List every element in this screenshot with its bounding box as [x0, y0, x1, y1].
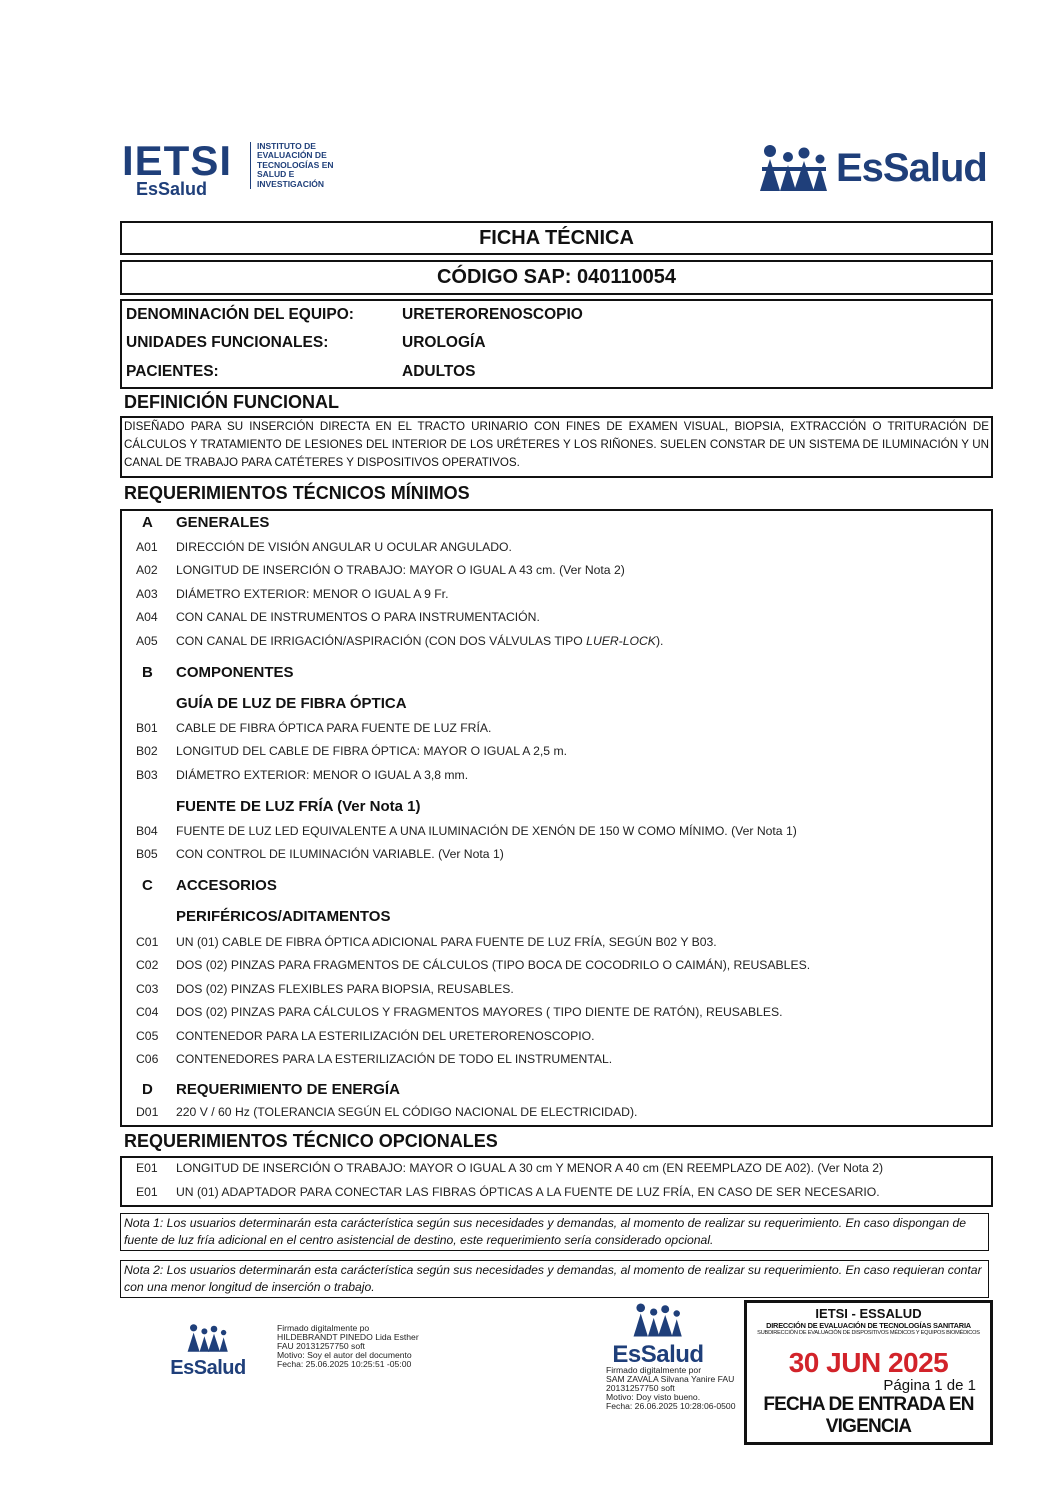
opt-code-1: E01: [136, 1161, 158, 1175]
req-text-a05: CON CANAL DE IRRIGACIÓN/ASPIRACIÓN (CON DOS VÁLVULAS TIPO LUER-LOCK).: [176, 634, 664, 648]
ietsi-logo-text: INSTITUTO DE EVALUACIÓN DE TECNOLOGÍAS EN SALUD E INVESTIGACIÓN: [250, 142, 347, 189]
req-code-d01: D01: [136, 1105, 159, 1119]
sap-code: CÓDIGO SAP: 040110054: [120, 260, 993, 295]
stamp-subdireccion: SUBDIRECCIÓN DE EVALUACIÓN DE DISPOSITIVOS MÉDICOS Y EQUIPOS BIOMÉDICOS: [757, 1330, 980, 1336]
group-title-energia: REQUERIMIENTO DE ENERGÍA: [176, 1081, 400, 1098]
req-text-b05: CON CONTROL DE ILUMINACIÓN VARIABLE. (Ver Nota 1): [176, 847, 504, 861]
opt-code-2: E01: [136, 1185, 158, 1199]
validity-stamp: [744, 1300, 993, 1445]
ietsi-logo: [122, 137, 334, 199]
opt-text-1: LONGITUD DE INSERCIÓN O TRABAJO: MAYOR O IGUAL A 30 cm Y MENOR A 40 cm (EN REEMPLAZO DE A02). (Ver Nota 2): [176, 1161, 884, 1175]
subgroup-guia-luz: GUÍA DE LUZ DE FIBRA ÓPTICA: [176, 695, 407, 712]
signature-logo-2-word: EsSalud: [612, 1341, 704, 1368]
group-title-generales: GENERALES: [176, 514, 270, 531]
req-code-c02: C02: [136, 958, 159, 972]
signature-logo-1: [168, 1323, 248, 1378]
req-text-b02: LONGITUD DEL CABLE DE FIBRA ÓPTICA: MAYOR O IGUAL A 2,5 m.: [176, 744, 567, 758]
essalud-logo: [758, 143, 987, 193]
id-value-pacientes: ADULTOS: [402, 363, 476, 380]
id-label-equipo: DENOMINACIÓN DEL EQUIPO:: [126, 306, 354, 323]
group-title-accesorios: ACCESORIOS: [176, 877, 277, 894]
subgroup-perifericos: PERIFÉRICOS/ADITAMENTOS: [176, 908, 391, 925]
req-text-a01: DIRECCIÓN DE VISIÓN ANGULAR U OCULAR ANGULADO.: [176, 540, 512, 554]
id-label-pacientes: PACIENTES:: [126, 363, 219, 380]
subgroup-fuente-luz: FUENTE DE LUZ FRÍA (Ver Nota 1): [176, 798, 421, 815]
req-code-c04: C04: [136, 1005, 159, 1019]
req-text-a02: LONGITUD DE INSERCIÓN O TRABAJO: MAYOR O IGUAL A 43 cm. (Ver Nota 2): [176, 563, 625, 577]
note-2: Nota 2: Los usuarios determinarán esta carácterística según sus necesidades y demandas, al momento de realizar su requerimiento. En caso requieran contar con una menor longitud de inserción o trabajo.: [120, 1260, 989, 1298]
id-value-unidades: UROLOGÍA: [402, 334, 486, 351]
req-code-c01: C01: [136, 935, 159, 949]
id-value-equipo: URETERORENOSCOPIO: [402, 306, 583, 323]
ietsi-logo-sub: EsSalud: [136, 179, 208, 199]
opcionales-box: [120, 1156, 993, 1207]
essalud-logo-word: EsSalud: [836, 145, 987, 190]
req-text-d01: 220 V / 60 Hz (TOLERANCIA SEGÚN EL CÓDIGO NACIONAL DE ELECTRICIDAD).: [176, 1105, 638, 1119]
family-icon: [758, 143, 830, 193]
req-text-b01: CABLE DE FIBRA ÓPTICA PARA FUENTE DE LUZ FRÍA.: [176, 721, 492, 735]
req-code-c05: C05: [136, 1029, 159, 1043]
req-code-a05: A05: [136, 634, 158, 648]
group-letter-a: A: [142, 514, 153, 531]
family-icon: [631, 1302, 685, 1338]
req-text-c05: CONTENEDOR PARA LA ESTERILIZACIÓN DEL URETERORENOSCOPIO.: [176, 1029, 595, 1043]
req-code-a03: A03: [136, 587, 158, 601]
stamp-footer: FECHA DE ENTRADA EN VIGENCIA: [763, 1394, 974, 1437]
section-requerimientos-title: REQUERIMIENTOS TÉCNICOS MÍNIMOS: [124, 483, 470, 503]
requerimientos-box: [120, 509, 993, 1127]
req-code-b02: B02: [136, 744, 158, 758]
req-text-a04: CON CANAL DE INSTRUMENTOS O PARA INSTRUMENTACIÓN.: [176, 610, 540, 624]
req-code-a04: A04: [136, 610, 158, 624]
req-code-a02: A02: [136, 563, 158, 577]
group-title-componentes: COMPONENTES: [176, 664, 294, 681]
req-text-b03: DIÁMETRO EXTERIOR: MENOR O IGUAL A 3,8 mm.: [176, 768, 469, 782]
req-text-c03: DOS (02) PINZAS FLEXIBLES PARA BIOPSIA, REUSABLES.: [176, 982, 514, 996]
opt-text-2: UN (01) ADAPTADOR PARA CONECTAR LAS FIBRAS ÓPTICAS A LA FUENTE DE LUZ FRÍA, EN CASO DE SER NECESARIO.: [176, 1185, 880, 1199]
req-code-b04: B04: [136, 824, 158, 838]
req-text-c04: DOS (02) PINZAS PARA CÁLCULOS Y FRAGMENTOS MAYORES ( TIPO DIENTE DE RATÓN), REUSABLES.: [176, 1005, 783, 1019]
req-code-b05: B05: [136, 847, 158, 861]
group-letter-c: C: [142, 877, 153, 894]
req-code-c03: C03: [136, 982, 159, 996]
group-letter-b: B: [142, 664, 153, 681]
section-definicion-title: DEFINICIÓN FUNCIONAL: [124, 392, 339, 412]
signature-1-text: Firmado digitalmente po HILDEBRANDT PINEDO Lida Esther FAU 20131257750 soft Motivo: Soy el autor del documento Fecha: 25.06.2025 10:25:51 -05:00: [277, 1323, 419, 1369]
family-icon: [186, 1323, 230, 1353]
stamp-page: Página 1 de 1: [883, 1377, 976, 1394]
signature-logo-1-word: EsSalud: [170, 1357, 246, 1379]
req-text-c06: CONTENEDORES PARA LA ESTERILIZACIÓN DE TODO EL INSTRUMENTAL.: [176, 1052, 613, 1066]
note-1: Nota 1: Los usuarios determinarán esta carácterística según sus necesidades y demandas, al momento de realizar su requerimiento. En caso dispongan de fuente de luz fría adicional en el centro asistencial de destino, este requerimiento sería considerado opcional.: [120, 1213, 989, 1251]
ietsi-logo-word: IETSI: [122, 137, 233, 184]
req-text-c02: DOS (02) PINZAS PARA FRAGMENTOS DE CÁLCULOS (TIPO BOCA DE COCODRILO O CAIMÁN), REUSABLES.: [176, 958, 811, 972]
stamp-direccion: DIRECCIÓN DE EVALUACIÓN DE TECNOLOGÍAS SANITARIA: [766, 1321, 971, 1330]
signature-logo-2: [608, 1302, 708, 1367]
req-code-b03: B03: [136, 768, 158, 782]
req-text-b04: FUENTE DE LUZ LED EQUIVALENTE A UNA ILUMINACIÓN DE XENÓN DE 150 W COMO MÍNIMO. (Ver Nota 1): [176, 824, 797, 838]
stamp-date: 30 JUN 2025: [788, 1347, 949, 1378]
req-code-a01: A01: [136, 540, 158, 554]
signature-2-text: Firmado digitalmente por SAM ZAVALA Silvana Yanire FAU 20131257750 soft Motivo: Doy visto bueno. Fecha: 26.06.2025 10:28:06-0500: [606, 1365, 736, 1411]
group-letter-d: D: [142, 1081, 153, 1098]
req-text-c01: UN (01) CABLE DE FIBRA ÓPTICA ADICIONAL PARA FUENTE DE LUZ FRÍA, SEGÚN B02 Y B03.: [176, 935, 717, 949]
definicion-text: DISEÑADO PARA SU INSERCIÓN DIRECTA EN EL TRACTO URINARIO CON FINES DE EXAMEN VISUAL, BIOPSIA, EXTRACCIÓN O TRITURACIÓN DE CÁLCULOS Y TRATAMIENTO DE LESIONES DEL INTERIOR DE LOS URÉTERES Y LOS RIÑONES. SUELEN CONSTAR DE UN SISTEMA DE ILUMINACIÓN Y UN CANAL DE TRABAJO PARA CATÉTERES Y DISPOSITIVOS OPERATIVOS.: [124, 420, 989, 469]
req-code-c06: C06: [136, 1052, 159, 1066]
definicion-box: [120, 416, 993, 478]
req-code-b01: B01: [136, 721, 158, 735]
section-opcionales-title: REQUERIMIENTOS TÉCNICO OPCIONALES: [124, 1131, 498, 1151]
page-title: FICHA TÉCNICA: [120, 221, 993, 255]
id-label-unidades: UNIDADES FUNCIONALES:: [126, 334, 329, 351]
stamp-org: IETSI - ESSALUD: [815, 1306, 922, 1321]
identification-box: [120, 299, 993, 389]
req-text-a03: DIÁMETRO EXTERIOR: MENOR O IGUAL A 9 Fr.: [176, 587, 449, 601]
